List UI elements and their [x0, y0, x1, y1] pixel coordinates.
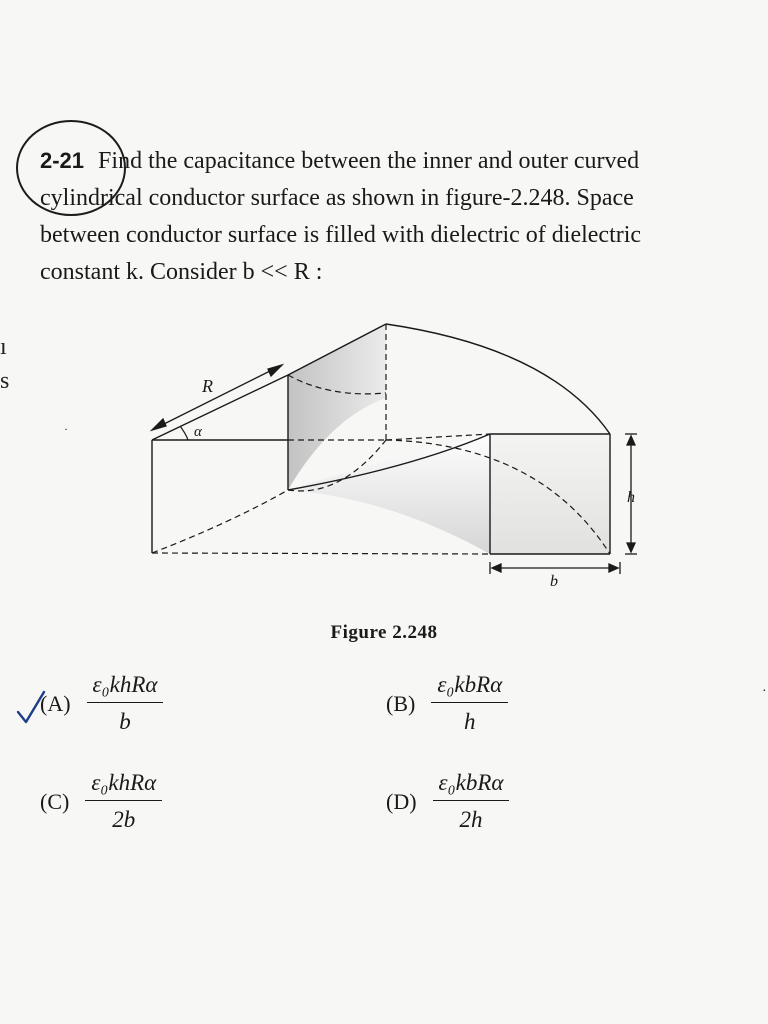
option-d-denominator: 2h: [459, 807, 483, 832]
option-c-label: (C): [40, 788, 70, 814]
question-line-3: between conductor surface is filled with dielectric of dielectric: [40, 222, 642, 248]
label-h: h: [627, 489, 635, 506]
option-b-denominator: h: [464, 709, 476, 734]
option-c-fraction: [85, 770, 162, 833]
figure-caption: Figure 2.248: [330, 622, 438, 643]
option-c-denominator: 2b: [112, 807, 136, 832]
question-line-1-text: Find the capacitance between the inner and outer curved: [98, 148, 640, 174]
option-d-label: (D): [386, 788, 417, 814]
question-line-4: constant k. Consider b << R :: [40, 259, 323, 285]
option-b[interactable]: [386, 672, 508, 735]
margin-fragment-1: ı: [0, 334, 7, 360]
option-a-numerator: ε₀khRα: [87, 672, 164, 703]
stray-dot: ·: [64, 422, 68, 436]
question-line-1: [40, 142, 740, 180]
curved-inner-surface: [288, 434, 490, 554]
option-a-denominator: b: [119, 709, 131, 734]
question-number: 2-21: [40, 148, 85, 173]
option-a-fraction: [87, 672, 164, 735]
capacitor-figure: [140, 318, 650, 588]
question-line-2: cylindrical conductor surface as shown in figure-2.248. Space: [40, 185, 634, 211]
stray-dot-right: ·: [762, 684, 767, 699]
margin-fragment-2: s: [0, 368, 10, 394]
front-face: [490, 434, 610, 554]
option-c[interactable]: [40, 770, 162, 833]
radius-dimension-arrow: [152, 365, 282, 430]
option-b-label: (B): [386, 690, 416, 716]
option-d-fraction: [433, 770, 510, 833]
label-R: R: [202, 376, 213, 396]
label-b: b: [550, 573, 558, 588]
option-d-numerator: ε₀kbRα: [433, 770, 510, 801]
option-a-label: (A): [40, 690, 71, 716]
angle-arc: [180, 426, 188, 440]
curved-capacitor-diagram: [140, 318, 650, 588]
option-b-numerator: ε₀kbRα: [431, 672, 508, 703]
option-a[interactable]: [40, 672, 163, 735]
option-b-fraction: [431, 672, 508, 735]
option-d[interactable]: [386, 770, 509, 833]
option-c-numerator: ε₀khRα: [85, 770, 162, 801]
question-text: [40, 142, 740, 291]
label-alpha: α: [194, 424, 202, 440]
